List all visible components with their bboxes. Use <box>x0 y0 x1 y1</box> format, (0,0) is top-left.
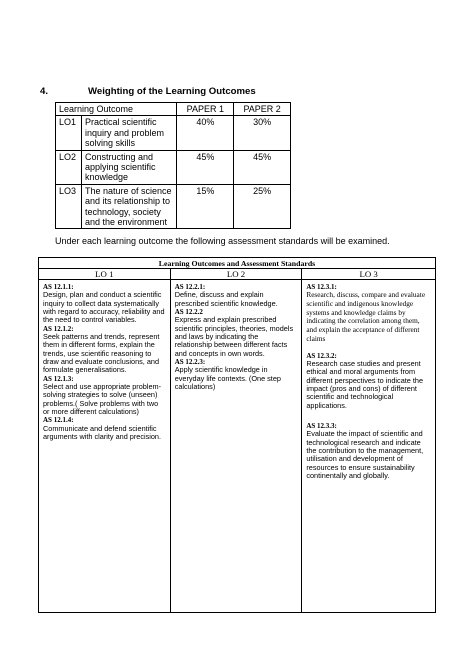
assessment-standard <box>175 283 298 308</box>
lo-code: LO3 <box>56 184 82 229</box>
table-row <box>56 150 291 184</box>
lo1-standards-cell <box>39 280 171 613</box>
standard-code: AS 12.1.4: <box>43 416 74 425</box>
lo2-standards-cell <box>170 280 302 613</box>
assessment-standard <box>175 308 298 358</box>
standard-code: AS 12.3.1: <box>306 283 337 291</box>
standard-code: AS 12.3.2: <box>306 351 337 360</box>
spacer <box>306 410 431 422</box>
standard-text: Express and explain prescribed scientific principles, theories, models and laws by indicating the relationship between different facts and concepts in own words. <box>174 315 294 358</box>
paper2-weight: 30% <box>234 116 291 150</box>
column-header-lo2: LO 2 <box>170 269 302 280</box>
standard-code: AS 12.1.3: <box>43 374 74 383</box>
table-row <box>56 116 291 150</box>
standard-text: Evaluate the impact of scientific and technological research and indicate the contribution to the management, utilisation and development of resources to ensure sustainability continentally and globally. <box>306 429 424 480</box>
assessment-standard <box>306 352 431 410</box>
header-paper-2: PAPER 2 <box>234 103 291 116</box>
standard-text: Select and use appropriate problem-solving strategies to solve (unseen) problems.( Solve problems with two or more different calculations) <box>43 381 162 417</box>
standard-text: Define, discuss and explain prescribed scientific knowledge. <box>174 290 278 308</box>
standards-title: Learning Outcomes and Assessment Standards <box>39 258 436 269</box>
assessment-standard <box>306 283 431 344</box>
assessment-standard <box>43 375 166 417</box>
lo-code: LO1 <box>56 116 82 150</box>
column-header-lo1: LO 1 <box>39 269 171 280</box>
standard-text: Apply scientific knowledge in everyday life contexts. (One step calculations) <box>174 365 281 391</box>
section-title: Weighting of the Learning Outcomes <box>88 86 256 97</box>
spacer <box>306 344 431 352</box>
header-learning-outcome: Learning Outcome <box>56 103 177 116</box>
assessment-standard <box>43 325 166 375</box>
section-number: 4. <box>40 86 49 97</box>
standard-code: AS 12.1.2: <box>43 324 74 333</box>
paper1-weight: 15% <box>177 184 234 229</box>
standard-code: AS 12.3.3: <box>306 421 337 430</box>
standard-code: AS 12.2.3: <box>174 358 206 366</box>
weighting-table <box>55 102 291 229</box>
standard-code: AS 12.2.1: <box>174 283 206 291</box>
paper1-weight: 45% <box>177 150 234 184</box>
assessment-standard <box>43 416 166 441</box>
header-paper-1: PAPER 1 <box>177 103 234 116</box>
standard-text: Design, plan and conduct a scientific inquiry to collect data systematically with regard to accuracy, reliability and the need to control variables. <box>43 290 165 325</box>
assessment-standard <box>175 358 298 391</box>
standards-table <box>38 257 436 613</box>
standard-text: Communicate and defend scientific arguments with clarity and precision. <box>43 423 162 441</box>
standard-text: Research, discuss, compare and evaluate scientific and indigenous knowledge systems and knowledge claims by indicating the correlation among them, and explain the acceptance of different claims <box>306 290 426 343</box>
paper2-weight: 25% <box>234 184 291 229</box>
lo-description: Constructing and applying scientific knowledge <box>81 150 177 184</box>
paper1-weight: 40% <box>177 116 234 150</box>
assessment-standard <box>306 422 431 480</box>
column-header-lo3: LO 3 <box>302 269 436 280</box>
lo-code: LO2 <box>56 150 82 184</box>
lo-description: Practical scientific inquiry and problem solving skills <box>81 116 177 150</box>
intro-text: Under each learning outcome the following assessment standards will be examined. <box>55 236 390 246</box>
table-row <box>56 184 291 229</box>
standard-text: Research case studies and present ethical and moral arguments from different perspectives to indicate the impact (pros and cons) of different scientific and technological applications. <box>306 358 424 410</box>
standards-header-row <box>39 269 436 280</box>
weighting-header-row <box>56 103 291 116</box>
paper2-weight: 45% <box>234 150 291 184</box>
standard-code: AS 12.1.1: <box>43 283 74 291</box>
standard-text: Seek patterns and trends, represent them in different forms, explain the trends, use scientific reasoning to draw and evaluate conclusions, and formulate generalisations. <box>43 331 160 375</box>
assessment-standard <box>43 283 166 325</box>
lo3-standards-cell <box>302 280 436 613</box>
section-heading <box>40 86 256 97</box>
lo-description: The nature of science and its relationship to technology, society and the environment <box>81 184 177 229</box>
standard-code: AS 12.2.2 <box>174 307 203 316</box>
